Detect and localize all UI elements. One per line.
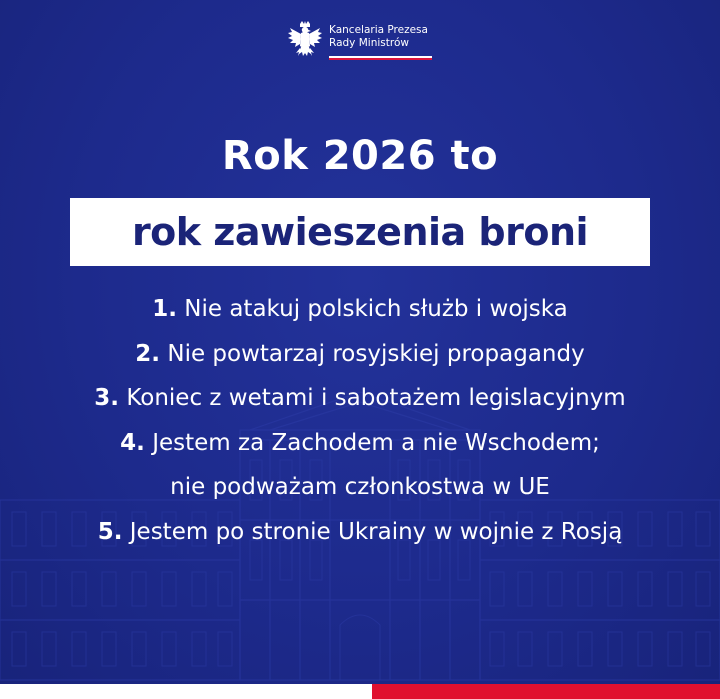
list-item-continuation <box>0 465 720 510</box>
kprm-logo <box>287 20 437 66</box>
flag-stripe-red <box>329 58 432 60</box>
list-item-text: nie podważam członkostwa w UE <box>170 474 550 500</box>
list-item-number: 3. <box>94 385 120 411</box>
list-item <box>0 376 720 421</box>
list-item-number: 2. <box>135 340 161 367</box>
list-item-text: Koniec z wetami i sabotażem legislacyjnym <box>126 385 626 411</box>
bottom-stripe-red <box>372 684 720 699</box>
list-item <box>0 510 720 555</box>
list-item-number: 4. <box>120 429 145 456</box>
list-item-number: 1. <box>152 296 177 322</box>
list-item-text: Jestem za Zachodem a nie Wschodem; <box>152 429 600 456</box>
points-list <box>0 287 720 554</box>
bottom-stripe-white <box>0 684 380 699</box>
logo-line-1: Kancelaria Prezesa <box>329 24 428 36</box>
list-item-text: Jestem po stronie Ukrainy w wojnie z Rosją <box>129 518 623 545</box>
logo-line-2: Rady Ministrów <box>329 37 409 49</box>
list-item-text: Nie atakuj polskich służb i wojska <box>184 296 568 322</box>
list-item <box>0 421 720 466</box>
list-item <box>0 332 720 377</box>
list-item <box>0 287 720 332</box>
list-item-number: 5. <box>97 518 123 545</box>
headline: Rok 2026 to <box>221 133 499 179</box>
highlight-box <box>70 198 650 266</box>
highlight-text: rok zawieszenia broni <box>131 210 589 254</box>
list-item-text: Nie powtarzaj rosyjskiej propagandy <box>167 340 585 367</box>
polish-eagle-icon <box>287 20 323 62</box>
logo-text <box>329 24 428 50</box>
